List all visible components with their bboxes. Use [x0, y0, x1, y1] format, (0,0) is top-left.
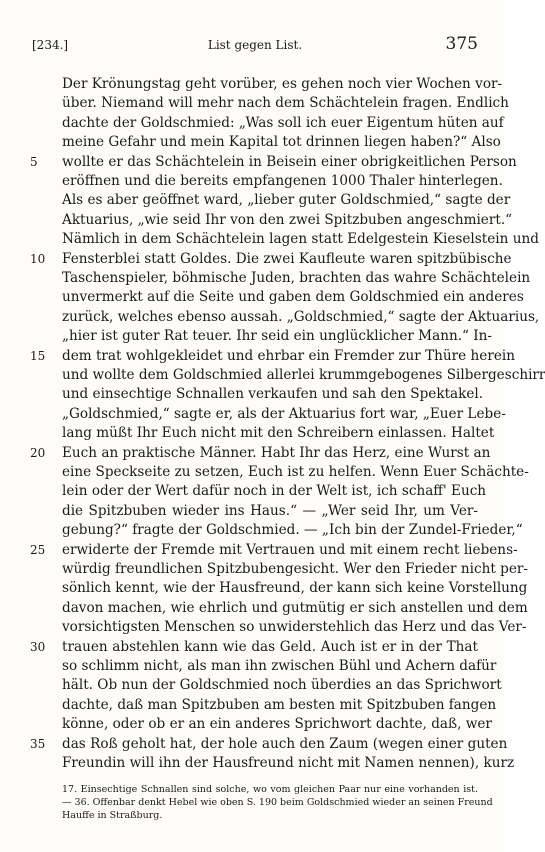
text-line: würdig freundlichen Spitzbubengesicht. Wer den Frieder nicht per-: [62, 561, 528, 577]
page-header: [32, 34, 478, 58]
text-line: erwiderte der Fremde mit Vertrauen und mit einem recht liebens-: [62, 541, 518, 558]
footnote-line: — 36. Offenbar denkt Hebel wie oben S. 190 beim Goldschmied wieder an seinen Freund: [62, 797, 493, 808]
line-number: 5: [30, 154, 38, 169]
text-line: gebung?“ fragte der Goldschmied. — „Ich bin der Zundel-Frieder,“: [62, 522, 523, 539]
line-number: 10: [30, 251, 46, 266]
page-number: 375: [445, 34, 478, 54]
text-line: könne, oder ob er an ein anderes Sprichwort dachte, daß, wer: [62, 716, 492, 733]
text-line: Fensterblei statt Goldes. Die zwei Kaufleute waren spitzbübische: [62, 250, 512, 267]
text-line: dem trat wohlgekleidet und ehrbar ein Fremder zur Thüre herein: [62, 347, 515, 364]
running-title: List gegen List.: [207, 38, 303, 52]
text-line: eine Speckseite zu setzen, Euch ist zu helfen. Wenn Euer Schächte-: [62, 464, 529, 480]
text-line: lang müßt Ihr Euch nicht mit den Schreibern einlassen. Haltet: [62, 425, 495, 442]
text-line: Als es aber geöffnet ward, „lieber guter Goldschmied,“ sagte der: [62, 192, 511, 209]
footnote-line: 17. Einsechtige Schnallen sind solche, wo vom gleichen Paar nur eine vorhanden ist.: [62, 784, 478, 795]
text-line: sönlich kennt, wie der Hausfreund, der kann sich keine Vorstellung: [62, 580, 528, 597]
text-line: das Roß geholt hat, der hole auch den Zaum (wegen einer guten: [62, 735, 508, 752]
text-line: und wollte dem Goldschmied allerlei krummgebogenes Silbergeschirr: [62, 367, 545, 383]
text-line: Taschenspieler, böhmische Juden, brachten das wahre Schächtelein: [62, 270, 531, 286]
text-line: Freundin will ihn der Hausfreund nicht mit Namen nennen), kurz: [62, 755, 515, 771]
text-line: davon machen, wie ehrlich und gutmütig er sich anstellen und dem: [62, 599, 528, 616]
line-number: 15: [30, 348, 46, 363]
line-number: 25: [30, 542, 46, 557]
text-line: lein oder der Wert dafür noch in der Welt ist, ich schaff' Euch: [62, 483, 487, 500]
text-line: zurück, welches ebenso aussah. „Goldschmied,“ sagte der Aktuarius,: [62, 308, 540, 325]
line-number: 35: [30, 736, 46, 751]
text-line: wollte er das Schächtelein in Beisein einer obrigkeitlichen Person: [62, 153, 517, 170]
text-line: die Spitzbuben wieder ins Haus.“ — „Wer seid Ihr, um Ver-: [62, 502, 478, 519]
text-line: Nämlich in dem Schächtelein lagen statt Edelgestein Kieselstein und: [62, 231, 539, 248]
text-line: trauen abstehlen kann wie das Geld. Auch ist er in der That: [62, 638, 478, 655]
line-number: 30: [30, 639, 46, 654]
line-number: 20: [30, 445, 46, 460]
text-line: eröffnen und die bereits empfangenen 1000 Thaler hinterlegen.: [62, 173, 503, 189]
text-line: „Goldschmied,“ sagte er, als der Aktuarius fort war, „Euer Lebe-: [62, 405, 506, 422]
text-line: Euch an praktische Männer. Habt Ihr das Herz, eine Wurst an: [62, 444, 491, 461]
text-line: dachte, daß man Spitzbuben am besten mit Spitzbuben fangen: [62, 696, 497, 713]
text-line: vorsichtigsten Menschen so unwiderstehlich das Herz und das Ver-: [62, 619, 527, 636]
footnotes: [62, 783, 493, 822]
text-line: über. Niemand will mehr nach dem Schächtelein fragen. Endlich: [62, 95, 509, 112]
text-line: Aktuarius, „wie seid Ihr von den zwei Spitzbuben angeschmiert.“: [62, 211, 513, 228]
text-line: und einsechtige Schnallen verkaufen und sah den Spektakel.: [62, 386, 484, 403]
text-line: dachte der Goldschmied: „Was soll ich euer Eigentum hüten auf: [62, 114, 504, 131]
text-line: „hier ist guter Rat teuer. Ihr seid ein unglücklicher Mann.“ In-: [62, 328, 493, 345]
text-line: unvermerkt auf die Seite und gaben dem Goldschmied ein anderes: [62, 289, 524, 306]
footnote-line: Hauffe in Straßburg.: [62, 810, 163, 821]
text-line: Der Krönungstag geht vorüber, es gehen noch vier Wochen vor-: [62, 76, 503, 92]
text-line: so schlimm nicht, als man ihn zwischen Bühl und Achern dafür: [62, 658, 497, 674]
text-line: meine Gefahr und mein Kapital tot drinnen liegen haben?“ Also: [62, 134, 501, 151]
text-line: hält. Ob nun der Goldschmied noch überdies an das Sprichwort: [62, 677, 502, 694]
page-tag: [234.]: [32, 38, 69, 52]
